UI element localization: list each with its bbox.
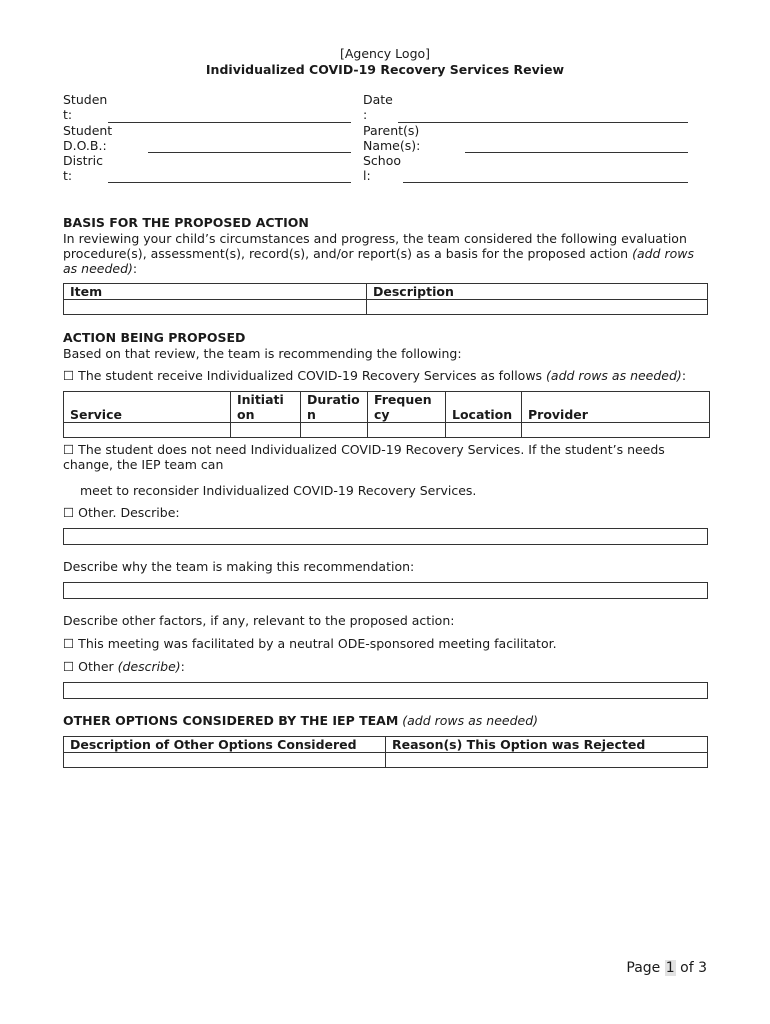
factor-facilitator-checkbox[interactable]: ☐ This meeting was facilitated by a neutral ODE-sponsored meeting facilitator. bbox=[63, 636, 557, 651]
other-options-cell-reason[interactable] bbox=[386, 753, 708, 768]
services-col-frequency: Frequen cy bbox=[368, 392, 446, 423]
services-cell[interactable] bbox=[368, 423, 446, 438]
basis-description: In reviewing your child’s circumstances and progress, the team considered the following evaluation procedure(s), assessment(s), record(s), and/or report(s) as a basis for the proposed action (add rows as needed): bbox=[63, 231, 694, 276]
date-label: Date : bbox=[363, 92, 393, 122]
other-options-col-reason: Reason(s) This Option was Rejected bbox=[386, 737, 708, 753]
district-label: Distric t: bbox=[63, 153, 103, 183]
services-col-location: Location bbox=[446, 392, 522, 423]
parent-names-field[interactable] bbox=[465, 152, 688, 153]
services-col-provider: Provider bbox=[522, 392, 710, 423]
services-col-service: Service bbox=[64, 392, 231, 423]
student-field[interactable] bbox=[108, 122, 351, 123]
services-col-duration: Duratio n bbox=[301, 392, 368, 423]
basis-col-description: Description bbox=[367, 284, 708, 300]
option-other[interactable]: ☐ Other. Describe: bbox=[63, 505, 180, 520]
basis-cell-description[interactable] bbox=[367, 300, 708, 315]
factor-other-checkbox[interactable]: ☐ Other (describe): bbox=[63, 659, 185, 674]
school-field[interactable] bbox=[403, 182, 688, 183]
agency-logo-placeholder: [Agency Logo] bbox=[339, 46, 431, 61]
date-field[interactable] bbox=[398, 122, 688, 123]
basis-heading: BASIS FOR THE PROPOSED ACTION bbox=[63, 215, 309, 230]
factor-other-input[interactable] bbox=[63, 682, 708, 699]
services-cell[interactable] bbox=[231, 423, 301, 438]
basis-col-item: Item bbox=[64, 284, 367, 300]
option-receive-services[interactable]: ☐ The student receive Individualized COVID-19 Recovery Services as follows (add rows as needed): bbox=[63, 368, 687, 383]
services-col-initiation: Initiati on bbox=[231, 392, 301, 423]
page-indicator: Page 1 of 3 bbox=[626, 960, 707, 976]
other-options-cell-description[interactable] bbox=[64, 753, 386, 768]
why-prompt: Describe why the team is making this recommendation: bbox=[63, 559, 415, 574]
district-field[interactable] bbox=[108, 182, 351, 183]
why-input[interactable] bbox=[63, 582, 708, 599]
services-cell[interactable] bbox=[301, 423, 368, 438]
student-label: Studen t: bbox=[63, 92, 108, 122]
current-page-number: 1 bbox=[665, 960, 675, 976]
services-cell[interactable] bbox=[64, 423, 231, 438]
action-intro: Based on that review, the team is recommending the following: bbox=[63, 346, 462, 361]
other-options-col-description: Description of Other Options Considered bbox=[64, 737, 386, 753]
dob-field[interactable] bbox=[148, 152, 351, 153]
other-options-table bbox=[63, 736, 708, 768]
other-describe-input[interactable] bbox=[63, 528, 708, 545]
services-table bbox=[63, 391, 710, 438]
basis-cell-item[interactable] bbox=[64, 300, 367, 315]
document-title: Individualized COVID-19 Recovery Services Review bbox=[205, 62, 565, 77]
school-label: Schoo l: bbox=[363, 153, 402, 183]
action-heading: ACTION BEING PROPOSED bbox=[63, 330, 246, 345]
option-no-services[interactable]: ☐ The student does not need Individualized COVID-19 Recovery Services. If the student’s needs change, the IEP team can bbox=[63, 442, 665, 472]
services-cell[interactable] bbox=[522, 423, 710, 438]
option-no-services-continued: meet to reconsider Individualized COVID-19 Recovery Services. bbox=[80, 483, 477, 498]
dob-label: Student D.O.B.: bbox=[63, 123, 113, 153]
services-cell[interactable] bbox=[446, 423, 522, 438]
factors-prompt: Describe other factors, if any, relevant to the proposed action: bbox=[63, 613, 455, 628]
other-options-heading: OTHER OPTIONS CONSIDERED BY THE IEP TEAM (add rows as needed) bbox=[63, 713, 539, 728]
basis-table bbox=[63, 283, 708, 315]
parent-names-label: Parent(s) Name(s): bbox=[363, 123, 421, 153]
